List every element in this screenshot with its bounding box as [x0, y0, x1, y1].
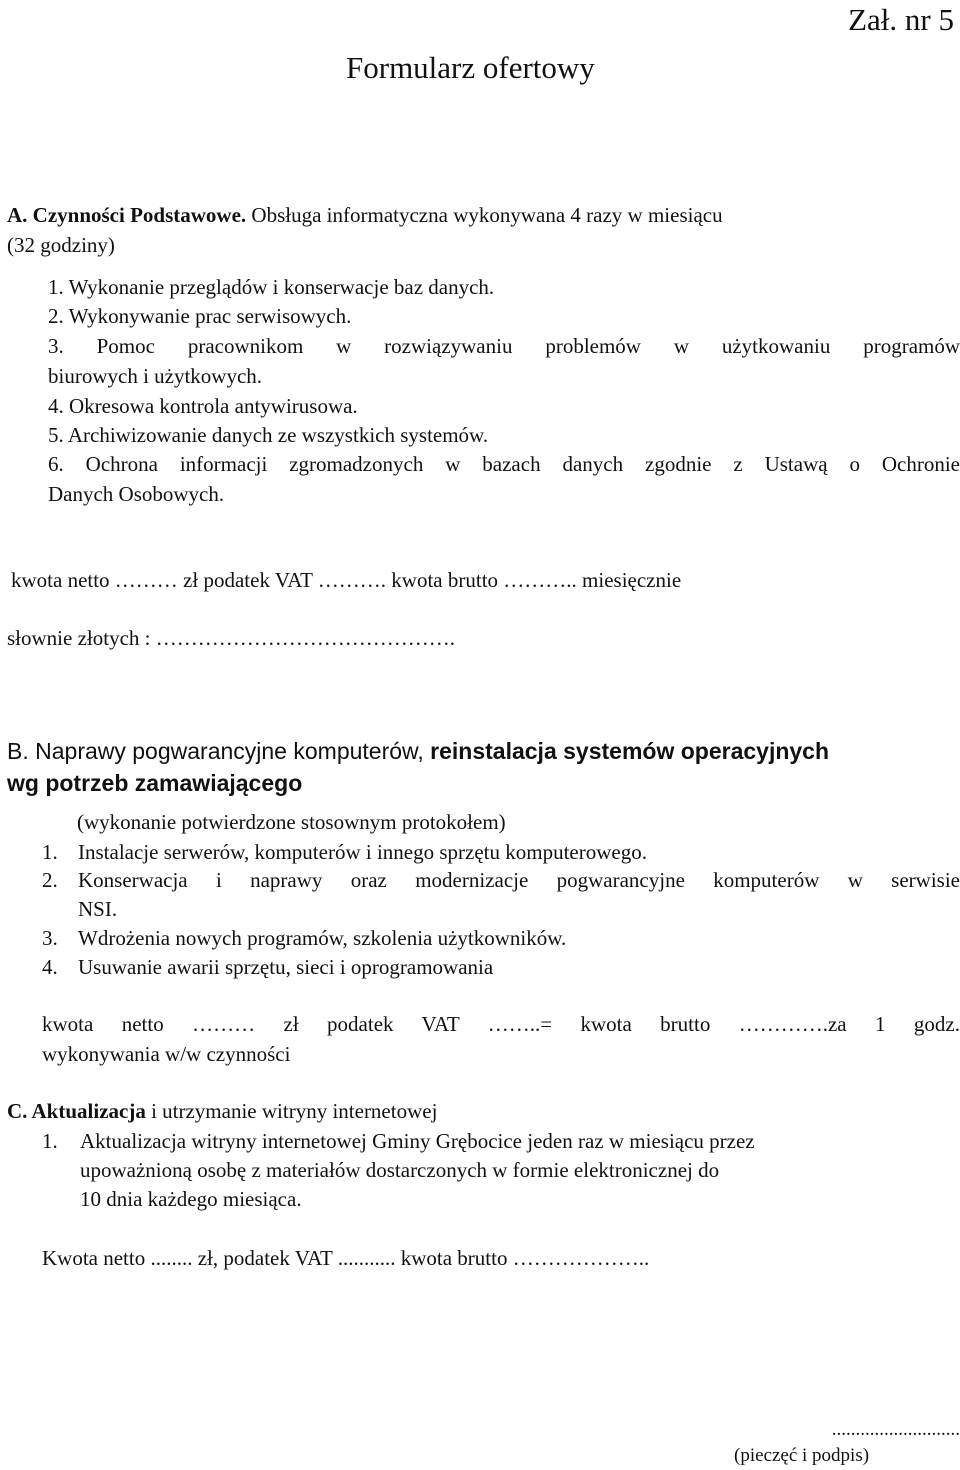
- section-a-heading-rest: Obsługa informatyczna wykonywana 4 razy w miesiącu: [246, 203, 723, 227]
- item-number: 3.: [48, 334, 64, 358]
- section-a-item-6-continuation: Danych Osobowych.: [48, 482, 225, 506]
- section-b-heading-bold: reinstalacja systemów operacyjnych: [430, 738, 830, 764]
- section-b-note: (wykonanie potwierdzone stosownym protokołem): [77, 810, 506, 834]
- section-a-item-2: [48, 302, 351, 331]
- section-c-item-line-1: Aktualizacja witryny internetowej Gminy Grębocice jeden raz w miesiącu przez: [80, 1129, 755, 1153]
- item-text: Ochrona informacji zgromadzonych w bazach danych zgodnie z Ustawą o Ochronie: [85, 452, 960, 476]
- section-a-price-line: kwota netto ……… zł podatek VAT ………. kwota brutto ……….. miesięcznie: [11, 568, 682, 592]
- signature-label: (pieczęć i podpis): [734, 1445, 870, 1466]
- signature-dots: ...........................: [831, 1419, 960, 1440]
- section-a-item-6: [48, 450, 960, 479]
- section-a-item-3-continuation: biurowych i użytkowych.: [48, 364, 263, 388]
- section-a-item-1: [48, 273, 494, 302]
- section-b-item-1: [42, 838, 647, 867]
- item-number: 2.: [42, 868, 58, 892]
- item-text: Wykonanie przeglądów i konserwacje baz danych.: [68, 275, 495, 299]
- item-text: Instalacje serwerów, komputerów i innego sprzętu komputerowego.: [78, 840, 647, 864]
- section-c-item-line-2: upoważnioną osobę z materiałów dostarczonych w formie elektronicznej do: [80, 1158, 720, 1182]
- section-c-price-line: Kwota netto ........ zł, podatek VAT ........... kwota brutto ………………..: [42, 1246, 650, 1270]
- section-c-heading: [7, 1097, 437, 1126]
- item-text: Archiwizowanie danych ze wszystkich systemów.: [67, 423, 489, 447]
- item-text: Wdrożenia nowych programów, szkolenia użytkowników.: [78, 926, 567, 950]
- item-number: 1.: [42, 840, 58, 864]
- section-a-heading-line2: (32 godziny): [7, 233, 115, 257]
- item-number: 4.: [42, 955, 58, 979]
- section-a-item-3: [48, 332, 960, 361]
- section-b-item-3: [42, 924, 566, 953]
- item-number: 5.: [48, 423, 64, 447]
- item-text: Usuwanie awarii sprzętu, sieci i oprogramowania: [78, 955, 494, 979]
- item-number: 1.: [48, 275, 64, 299]
- item-number: 3.: [42, 926, 58, 950]
- item-text: Konserwacja i naprawy oraz modernizacje pogwarancyjne komputerów w serwisie: [78, 868, 960, 892]
- section-a-heading: [7, 201, 723, 230]
- section-b-item-4: [42, 953, 493, 982]
- section-c-item-number: 1.: [42, 1129, 58, 1153]
- section-b-heading-line2: wg potrzeb zamawiającego: [7, 770, 303, 796]
- section-c-heading-rest: i utrzymanie witryny internetowej: [145, 1099, 438, 1123]
- section-a-heading-bold: A. Czynności Podstawowe.: [7, 203, 247, 227]
- section-a-item-5: [48, 421, 488, 450]
- section-b-price-line: kwota netto ……… zł podatek VAT ……..= kwota brutto ………….za 1 godz.: [42, 1012, 960, 1036]
- item-number: 4.: [48, 394, 64, 418]
- section-b-price-line2: wykonywania w/w czynności: [42, 1042, 291, 1066]
- item-text: Pomoc pracownikom w rozwiązywaniu problemów w użytkowaniu programów: [96, 334, 960, 358]
- section-c-item-line-3: 10 dnia każdego miesiąca.: [80, 1187, 302, 1211]
- section-a-item-4: [48, 392, 358, 421]
- item-number: 6.: [48, 452, 64, 476]
- item-text: Okresowa kontrola antywirusowa.: [69, 394, 358, 418]
- section-c-heading-bold: C. Aktualizacja: [7, 1099, 146, 1123]
- section-b-item-2-continuation: NSI.: [78, 897, 118, 921]
- attachment-number: Zał. nr 5: [848, 2, 954, 37]
- section-a-words-line: słownie złotych : …………………………………….: [7, 626, 455, 650]
- item-number: 2.: [48, 304, 64, 328]
- section-b-heading: [7, 736, 829, 766]
- section-b-item-2: [42, 866, 960, 895]
- page-title: Formularz ofertowy: [346, 50, 595, 85]
- item-text: Wykonywanie prac serwisowych.: [68, 304, 352, 328]
- section-b-heading-normal: B. Naprawy pogwarancyjne komputerów,: [7, 738, 431, 764]
